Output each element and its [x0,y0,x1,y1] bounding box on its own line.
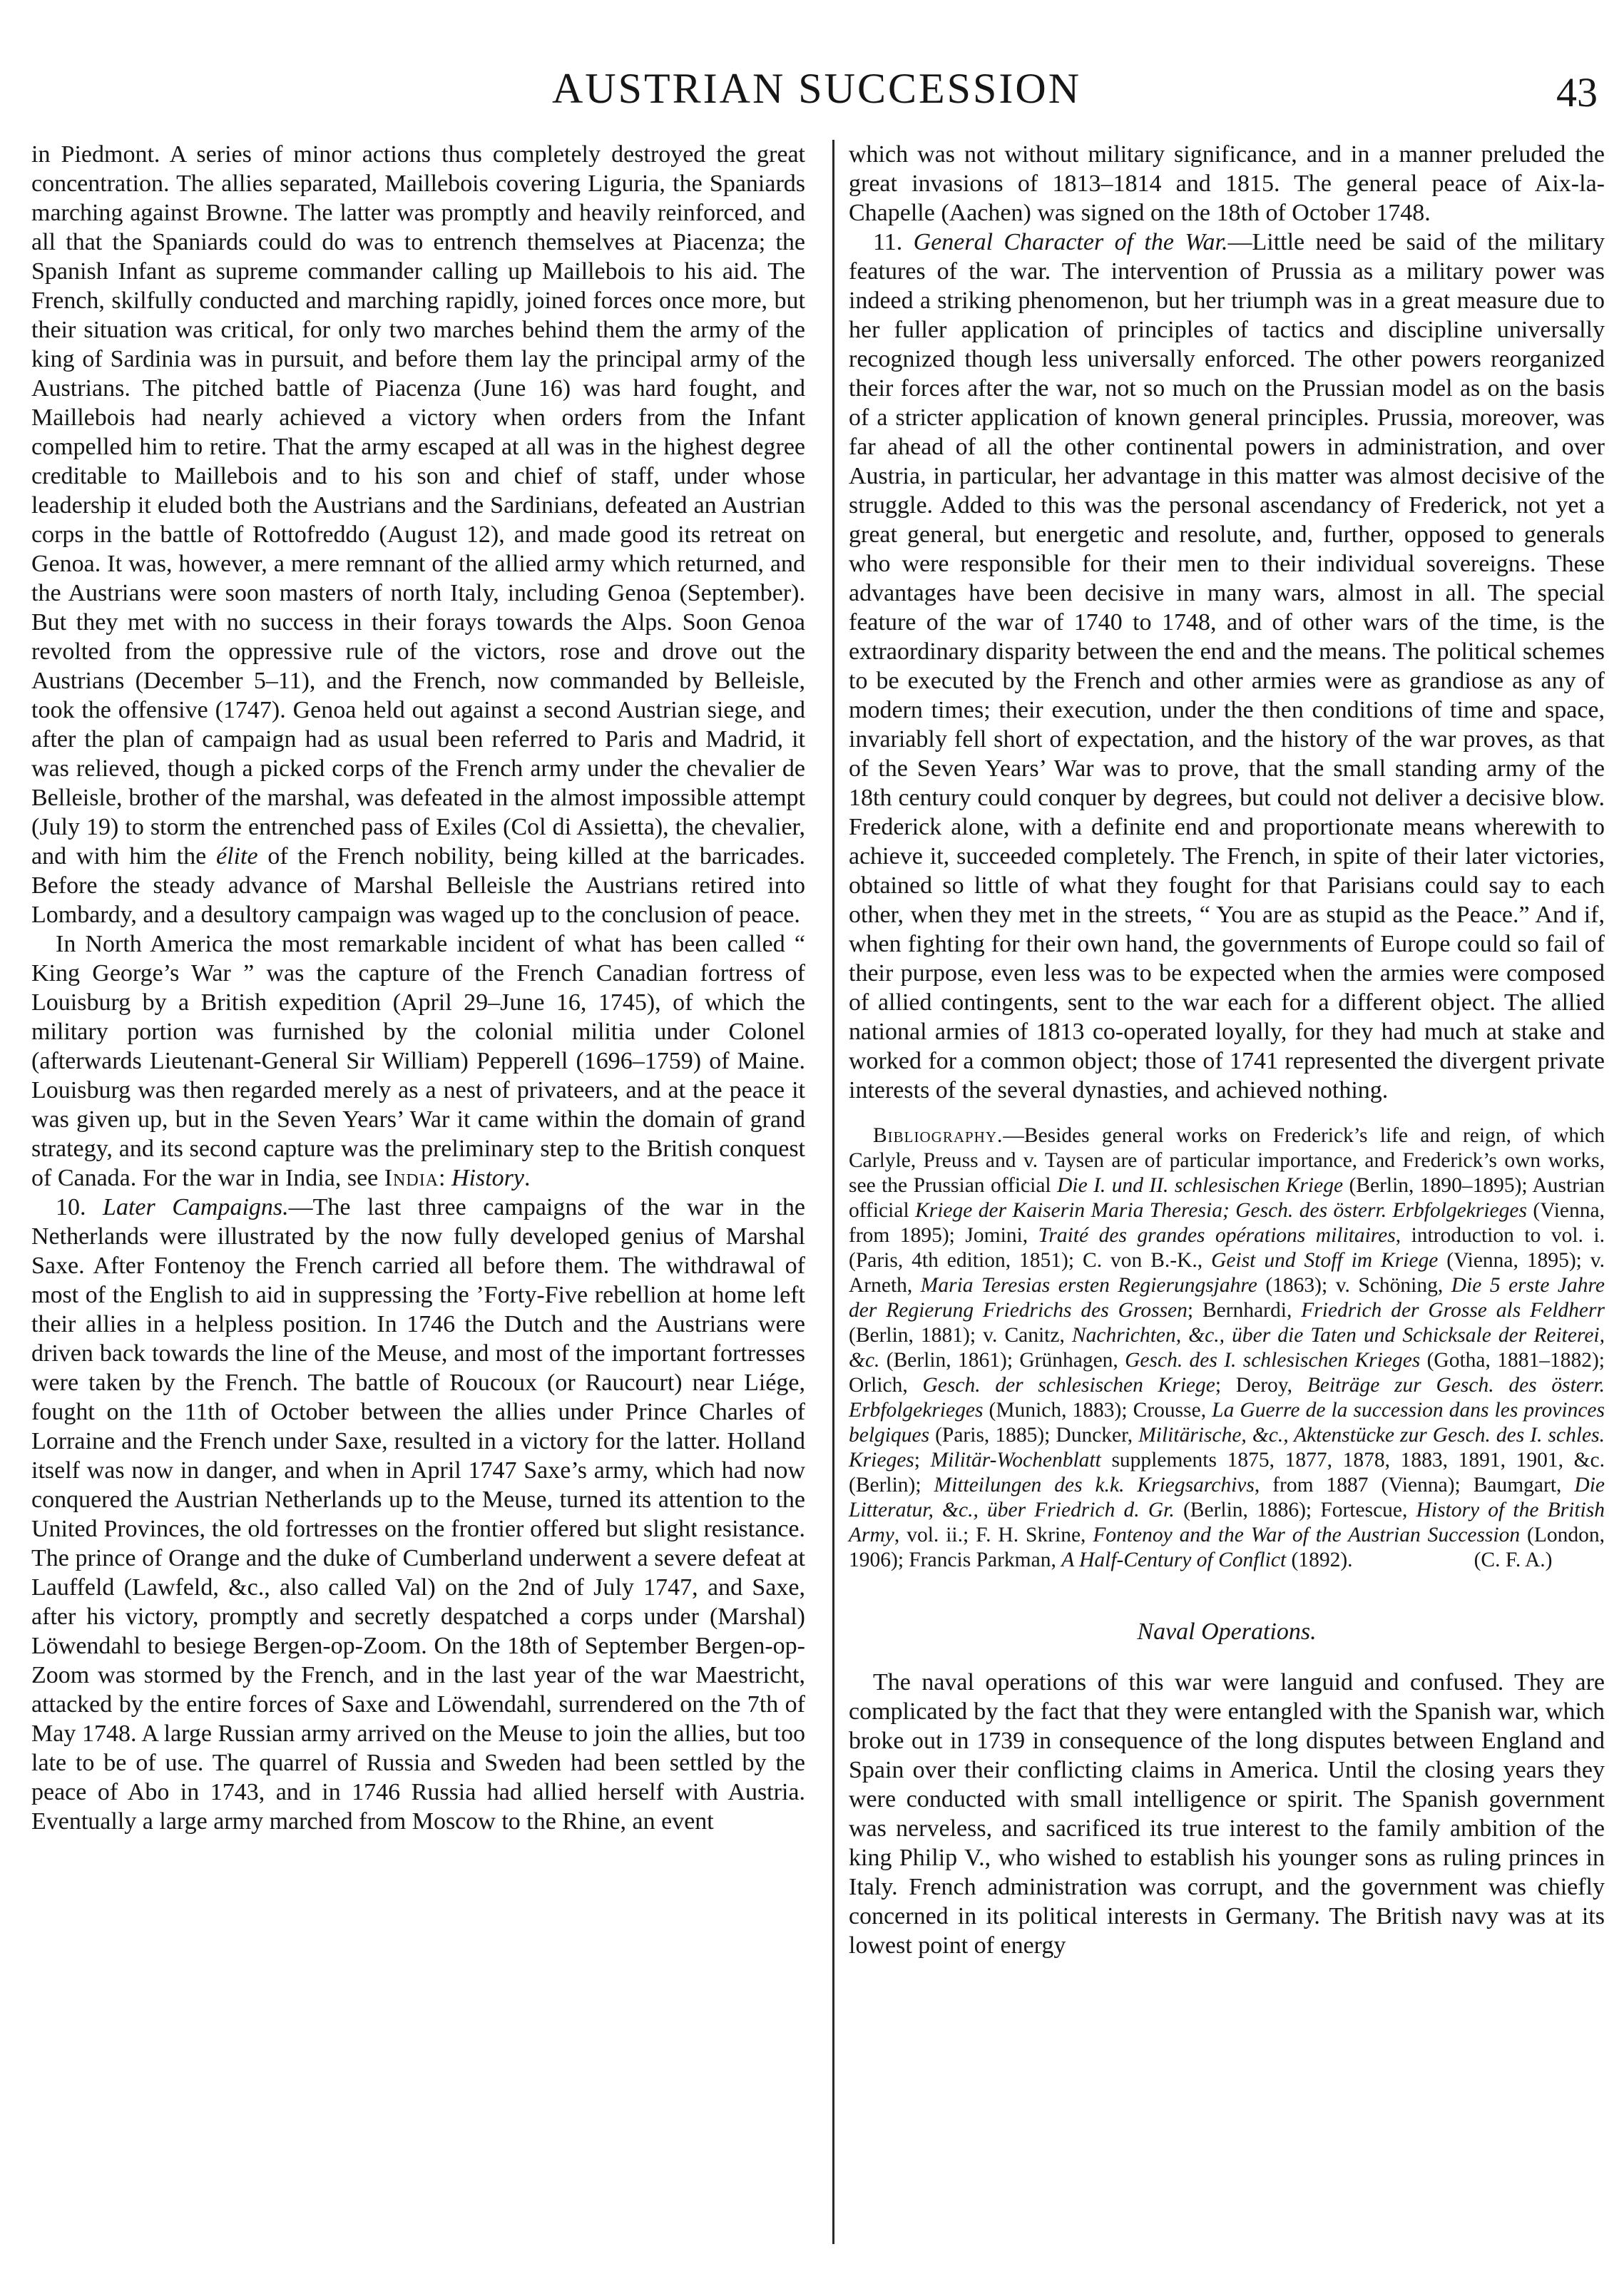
bibliography-title: A Half-Century of Conflict [1061,1549,1287,1571]
bibliography-text: (Berlin, 1890–1895); Austrian official [849,1174,1605,1222]
bibliography-label: Bibliography. [873,1124,1003,1147]
running-head: AUSTRIAN SUCCESSION [551,65,1082,112]
bibliography-text: (London, 1906); Francis Parkman, [849,1524,1605,1571]
bibliography-text: , from 1887 (Vienna); Baumgart, [1254,1474,1575,1497]
bibliography-text: (Munich, 1883); Crousse, [983,1399,1212,1422]
paragraph-peace-conclusion: which was not without military significance, and in a manner preluded the great invasions of 1813–1814 and 1815. The general peace of Aix-la-Chapelle (Aachen) was signed on the 18th of October 1748. [849,141,1605,226]
bibliography-title: Die I. und II. schlesischen Kriege [1057,1174,1344,1197]
bibliography-title: Militärische, &c., Aktenstücke zur Gesch. des I. schles. Krieges [849,1424,1605,1472]
bibliography-text: supplements 1875, 1877, 1878, 1883, 1891, 1901, &c. (Berlin); [849,1449,1605,1497]
bibliography-text: (1892). [1286,1549,1353,1571]
bibliography-title: Mitteilungen des k.k. Kriegsarchivs [934,1474,1255,1497]
bibliography-text: , vol. ii.; F. H. Skrine, [894,1524,1093,1546]
paragraph-naval-operations: The naval operations of this war were languid and confused. They are complicated by the fact that they were entangled with the Spanish war, which broke out in 1739 in consequence of the long disputes between England and Spain over their conflicting claims in America. Until the closing years they were conducted with small intelligence or spirit. The Spanish government was nerveless, and sacrificed its true interest to the family ambition of the king Philip V., who wished to establish his younger sons as ruling princes in Italy. French administration was corrupt, and the government was chiefly concerned in its political interests in Germany. The British navy was at its lowest point of energy [849,1669,1605,1959]
paragraph-general-character: 11. General Character of the War.—Little need be said of the military features of the war. The intervention of Prussia as a military power was indeed a striking phenomenon, but her triumph was in a great measure due to her fuller application of principles of tactics and discipline universally recognized though less universally enforced. The other powers reorganized their forces after the war, not so much on the Prussian model as on the basis of a stricter application of known general principles. Prussia, moreover, was far ahead of all the other continental powers in administration, and over Austria, in particular, her advantage in this matter was almost decisive of the struggle. Added to this was the personal ascendancy of Frederick, not yet a great general, but energetic and resolute, and, further, opposed to generals who were responsible for their men to their individual sovereigns. These advantages have been decisive in many wars, almost in all. The special feature of the war of 1740 to 1748, and of other wars of the time, is the extraordinary disparity between the end and the means. The political schemes to be executed by the French and other armies were as grandiose as any of modern times; their execution, under the then conditions of time and space, invariably fell short of expectation, and the history of the war proves, as that of the Seven Years’ War was to prove, that the small standing army of the 18th century could conquer by degrees, but could not deliver a decisive blow. Frederick alone, with a definite end and proportionate means wherewith to achieve it, succeeded completely. The French, in spite of their later victories, obtained so little of what they fought for that Parisians could say to each other, when they met in the streets, “ You are as stupid as the Peace.” And if, when fighting for their own hand, the governments of Europe could so fail of their purpose, even less was to be expected when the armies were composed of allied contingents, sent to the war each for a different object. The allied national armies of 1813 co-operated loyally, for they had much at stake and worked for a common object; those of 1741 represented the divergent private interests of the several dynasties, and achieved nothing. [849,229,1605,1103]
bibliography-title: History of the British Army [849,1499,1605,1546]
page-number: 43 [1556,69,1598,116]
bibliography-text: , introduction to vol. i. (Paris, 4th edition, 1851); C. von B.-K., [849,1224,1605,1272]
paragraph-italy-campaign: in Piedmont. A series of minor actions thus completely destroyed the great concentration. The allies separated, Maillebois covering Liguria, the Spaniards marching against Browne. The latter was promptly and heavily reinforced, and all that the Spaniards could do was to entrench themselves at Piacenza; the Spanish Infant as supreme commander calling up Maillebois to his aid. The French, skilfully conducted and marching rapidly, joined forces once more, but their situation was critical, for only two marches behind them the army of the king of Sardinia was in pursuit, and before them lay the principal army of the Austrians. The pitched battle of Piacenza (June 16) was hard fought, and Maillebois had nearly achieved a victory when orders from the Infant compelled him to retire. That the army escaped at all was in the highest degree creditable to Maillebois and to his son and chief of staff, under whose leadership it eluded both the Austrians and the Sardinians, defeated an Austrian corps in the battle of Rottofreddo (August 12), and made good its retreat on Genoa. It was, however, a mere remnant of the allied army which returned, and the Austrians were soon masters of north Italy, including Genoa (September). But they met with no success in their forays towards the Alps. Soon Genoa revolted from the oppressive rule of the victors, rose and drove out the Austrians (December 5–11), and the French, now commanded by Belleisle, took the offensive (1747). Genoa held out against a second Austrian siege, and after the plan of campaign had as usual been referred to Paris and Madrid, it was relieved, though a picked corps of the French army under the chevalier de Belleisle, brother of the marshal, was defeated in the almost impossible attempt (July 19) to storm the entrenched pass of Exiles (Col di Assietta), the chevalier, and with him the élite of the French nobility, being killed at the barricades. Before the steady advance of Marshal Belleisle the Austrians retired into Lombardy, and a desultory campaign was waged up to the conclusion of peace. [31,141,806,928]
bibliography-text: ; Deroy, [1215,1374,1307,1397]
column-divider [832,140,834,2244]
bibliography-title: Gesch. der schlesischen Kriege [922,1374,1215,1397]
bibliography-text: (Berlin, 1861); Grünhagen, [879,1349,1125,1372]
bibliography-text: (1863); v. Schöning, [1257,1274,1451,1297]
paragraph-north-america: In North America the most remarkable incident of what has been called “ King George’s War ” was the capture of the French Canadian fortress of Louisburg by a British expedition (April 29–June 16, 1745), of which the military portion was furnished by the colonial militia under Colonel (afterwards Lieutenant-General Sir William) Pepperell (1696–1759) of Maine. Louisburg was then regarded merely as a nest of privateers, and at the peace it was given up, but in the Seven Years’ War it came within the domain of grand strategy, and its second capture was the preliminary step to the British conquest of Canada. For the war in India, see India: History. [31,931,805,1191]
bibliography-title: Militär-Wochenblatt [930,1449,1101,1472]
bibliography-title: Beiträge zur Gesch. des österr. Erbfolgekrieges [849,1374,1605,1422]
bibliography-text: (Gotha, 1881–1882); Orlich, [849,1349,1605,1397]
author-initials: (C. F. A.) [1474,1549,1553,1571]
right-column [849,140,1605,1960]
bibliography-title: Geist und Stoff im Kriege [1211,1249,1439,1272]
bibliography-text: —Besides general works on Frederick’s life and reign, of which Carlyle, Preuss and v. Taysen are of particular importance, and Frederick’s own works, see the Prussian official [849,1124,1605,1197]
bibliography-title: Gesch. des I. schlesischen Krieges [1125,1349,1421,1372]
bibliography [849,1123,1605,1573]
bibliography-text: (Berlin, 1886); Fortescue, [1174,1499,1416,1521]
bibliography-text: (Vienna, from 1895); Jomini, [849,1199,1605,1247]
bibliography-title: La Guerre de la succession dans les provinces belgiques [849,1399,1605,1447]
bibliography-text: ; [914,1449,931,1472]
bibliography-text: (Vienna, 1895); v. Arneth, [849,1249,1605,1297]
paragraph-later-campaigns: 10. Later Campaigns.—The last three campaigns of the war in the Netherlands were illustrated by the now fully developed genius of Marshal Saxe. After Fontenoy the French carried all before them. The withdrawal of most of the English to aid in suppressing the ’Forty-Five rebellion at home left their allies in a helpless position. In 1746 the Dutch and the Austrians were driven back towards the line of the Meuse, and most of the important fortresses were taken by the French. The battle of Roucoux (or Raucourt) near Liége, fought on the 11th of October between the allies under Prince Charles of Lorraine and the French under Saxe, resulted in a victory for the latter. Holland itself was now in danger, and when in April 1747 Saxe’s army, which had now conquered the Austrian Netherlands up to the Meuse, turned its attention to the United Provinces, the old fortresses on the frontier offered but slight resistance. The prince of Orange and the duke of Cumberland underwent a severe defeat at Lauffeld (Lawfeld, &c., also called Val) on the 2nd of July 1747, and Saxe, after his victory, promptly and secretly despatched a corps under (Marshal) Löwendahl to besiege Bergen-op-Zoom. On the 18th of September Bergen-op-Zoom was stormed by the French, and in the last year of the war Maestricht, attacked by the entire forces of Saxe and Löwendahl, surrendered on the 7th of May 1748. A large Russian army arrived on the Meuse to join the allies, but too late to be of use. The quarrel of Russia and Sweden had been settled by the peace of Abo in 1743, and in 1746 Russia had allied herself with Austria. Eventually a large army marched from Moscow to the Rhine, an event [31,1194,806,1835]
bibliography-title: Die Litteratur, &c., über Friedrich d. Gr. [849,1474,1605,1521]
naval-operations-heading: Naval Operations. [1137,1618,1317,1645]
bibliography-title: Traité des grandes opérations militaires [1038,1224,1396,1247]
page-header [36,60,1598,138]
section-title: General Character of the War. [913,229,1228,255]
bibliography-title: Die 5 erste Jahre der Regierung Friedrichs des Grossen [849,1274,1605,1322]
bibliography-title: Maria Teresias ersten Regierungsjahre [920,1274,1257,1297]
bibliography-text: (Paris, 1885); Duncker, [929,1424,1139,1447]
left-column [31,140,805,1836]
bibliography-text: (Berlin, 1881); v. Canitz, [849,1324,1072,1347]
section-title: Later Campaigns. [103,1194,289,1220]
bibliography-title: Kriege der Kaiserin Maria Theresia; Gesch. des österr. Erbfolgekrieges [915,1199,1527,1222]
bibliography-title: Fontenoy and the War of the Austrian Succession [1093,1524,1521,1546]
bibliography-title: Friedrich der Grosse als Feldherr [1301,1299,1605,1322]
bibliography-title: Nachrichten, &c., über die Taten und Schicksale der Reiterei, &c. [849,1324,1605,1372]
bibliography-text: ; Bernhardi, [1187,1299,1302,1322]
